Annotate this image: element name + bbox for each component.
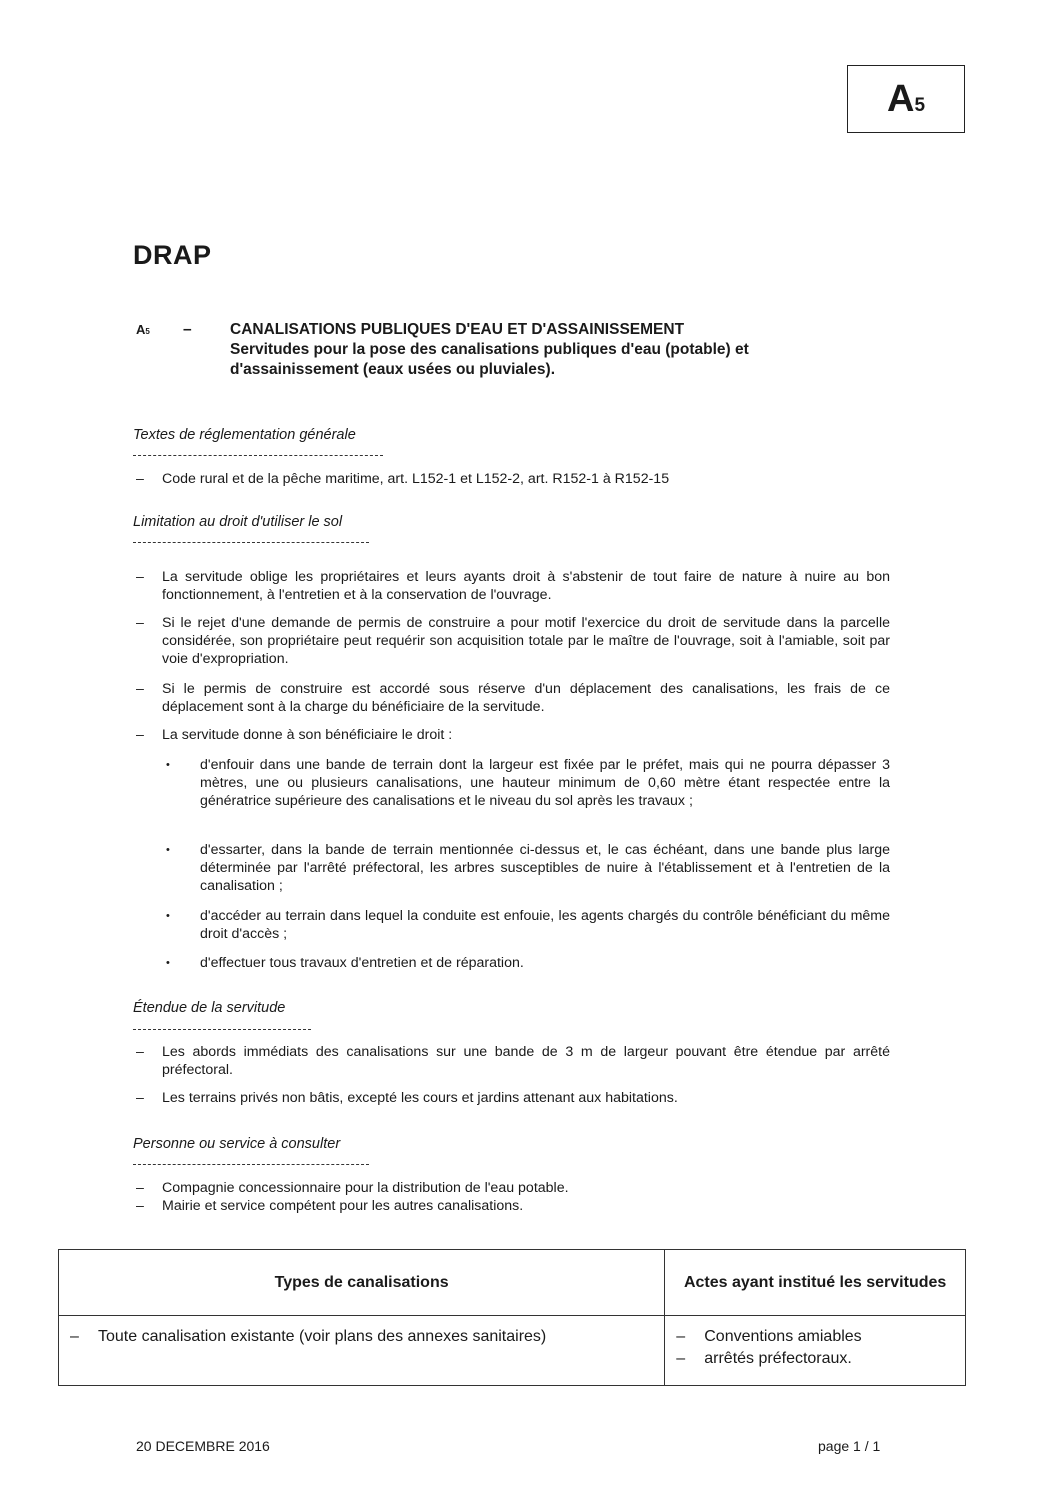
- table-header-row: [59, 1250, 966, 1316]
- list-item: – Les terrains privés non bâtis, excepté les cours et jardins attenant aux habitations.: [136, 1090, 678, 1106]
- table-row: [59, 1316, 966, 1386]
- heading-dash: –: [183, 321, 192, 338]
- servitude-code-box: [847, 65, 965, 133]
- bullet-item: • d'essarter, dans la bande de terrain mentionnée ci-dessus et, le cas échéant, dans une bande plus large déterminée par l'arrêté préfectoral, les arbres susceptibles de nuire à l'établissement et à l'entretien de la canalisation ;: [166, 842, 890, 894]
- list-item: – Si le permis de construire est accordé sous réserve d'un déplacement des canalisations, les frais de ce déplacement sont à la charge du bénéficiaire de la servitude.: [136, 681, 890, 715]
- section-title-limitation: Limitation au droit d'utiliser le sol: [133, 514, 343, 530]
- cell-type: – Toute canalisation existante (voir plans des annexes sanitaires): [59, 1316, 665, 1386]
- list-item: – La servitude oblige les propriétaires et leurs ayants droit à s'abstenir de tout faire de nature à nuire au bon fonctionnement, à l'entretien et à la conservation de l'ouvrage.: [136, 569, 890, 603]
- bullet-item: • d'accéder au terrain dans lequel la conduite est enfouie, les agents chargés du contrôle bénéficiant du même droit d'accès ;: [166, 908, 890, 942]
- header-types: Types de canalisations: [59, 1250, 665, 1316]
- footer-date: 20 DECEMBRE 2016: [136, 1438, 270, 1454]
- footer-page: page 1 / 1: [818, 1438, 881, 1454]
- dashed-rule: [133, 455, 383, 456]
- list-item: – Les abords immédiats des canalisations sur une bande de 3 m de largeur pouvant être étendue par arrêté préfectoral.: [136, 1044, 890, 1078]
- header-actes: Actes ayant institué les servitudes: [665, 1250, 966, 1316]
- servitude-heading: [136, 320, 856, 380]
- cell-actes: – Conventions amiables – arrêtés préfectoraux.: [665, 1316, 966, 1386]
- list-item: – Compagnie concessionnaire pour la distribution de l'eau potable.: [136, 1180, 569, 1196]
- code-subscript: 5: [914, 95, 926, 116]
- list-item: – La servitude donne à son bénéficiaire le droit :: [136, 727, 453, 743]
- bullet-item: • d'effectuer tous travaux d'entretien et de réparation.: [166, 955, 524, 971]
- dashed-rule: [133, 542, 369, 543]
- list-item: – Code rural et de la pêche maritime, art. L152-1 et L152-2, art. R152-1 à R152-15: [136, 471, 670, 487]
- list-item: – Mairie et service compétent pour les autres canalisations.: [136, 1198, 524, 1214]
- heading-line-1: CANALISATIONS PUBLIQUES D'EAU ET D'ASSAINISSEMENT: [230, 321, 685, 338]
- heading-line-2: Servitudes pour la pose des canalisations publiques d'eau (potable) et d'assainissement (eaux usées ou pluviales).: [230, 341, 749, 378]
- heading-label: A5: [136, 322, 150, 337]
- dashed-rule: [133, 1164, 369, 1165]
- servitudes-table: [58, 1249, 966, 1386]
- section-title-consulter: Personne ou service à consulter: [133, 1136, 341, 1152]
- list-item: – Si le rejet d'une demande de permis de construire a pour motif l'exercice du droit de servitude dans la parcelle considérée, son propriétaire peut requérir son acquisition totale par le maître de l'ouvrage, soit à l'amiable, soit par voie d'expropriation.: [136, 615, 890, 667]
- dashed-rule: [133, 1029, 311, 1030]
- section-title-textes: Textes de réglementation générale: [133, 427, 356, 443]
- code-letter: A: [886, 77, 915, 120]
- section-title-etendue: Étendue de la servitude: [133, 1000, 286, 1016]
- commune-title: DRAP: [133, 240, 212, 270]
- bullet-item: • d'enfouir dans une bande de terrain dont la largeur est fixée par le préfet, mais qui ne pourra dépasser 3 mètres, une ou plusieurs canalisations, une hauteur minimum de 0,60 mètre étant respectée entre la génératrice supérieure des canalisations et le niveau du sol après les travaux ;: [166, 757, 890, 809]
